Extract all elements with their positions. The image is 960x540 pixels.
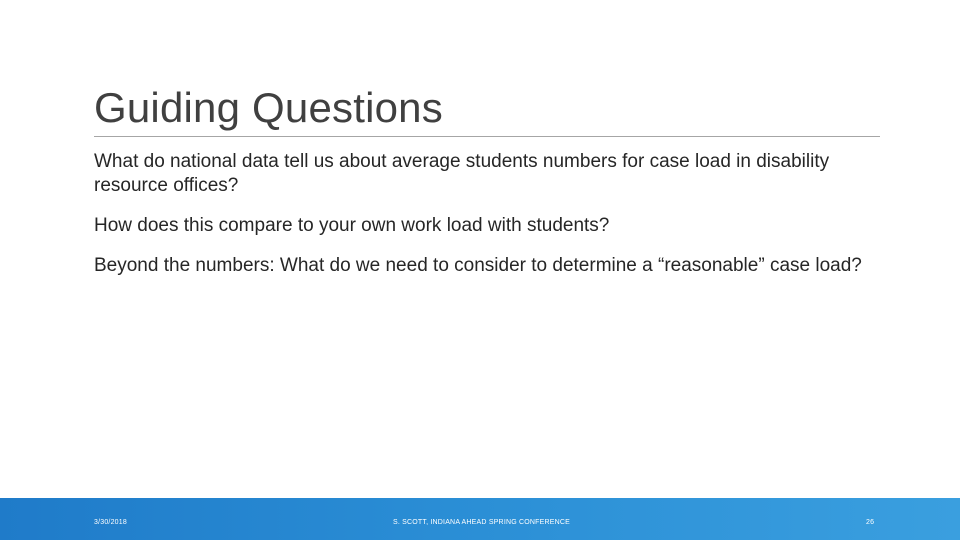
slide-body (94, 150, 884, 294)
question-3: Beyond the numbers: What do we need to consider to determine a “reasonable” case load? (94, 255, 862, 276)
question-2: How does this compare to your own work load with students? (94, 215, 610, 236)
footer-presenter: S. SCOTT, INDIANA AHEAD SPRING CONFERENCE (393, 519, 571, 526)
slide-title: Guiding Questions (94, 84, 443, 131)
footer-date: 3/30/2018 (94, 519, 127, 526)
title-divider (94, 136, 880, 137)
slide-number: 26 (866, 519, 875, 526)
question-1: What do national data tell us about average students numbers for case load in disability resource offices? (94, 151, 830, 196)
